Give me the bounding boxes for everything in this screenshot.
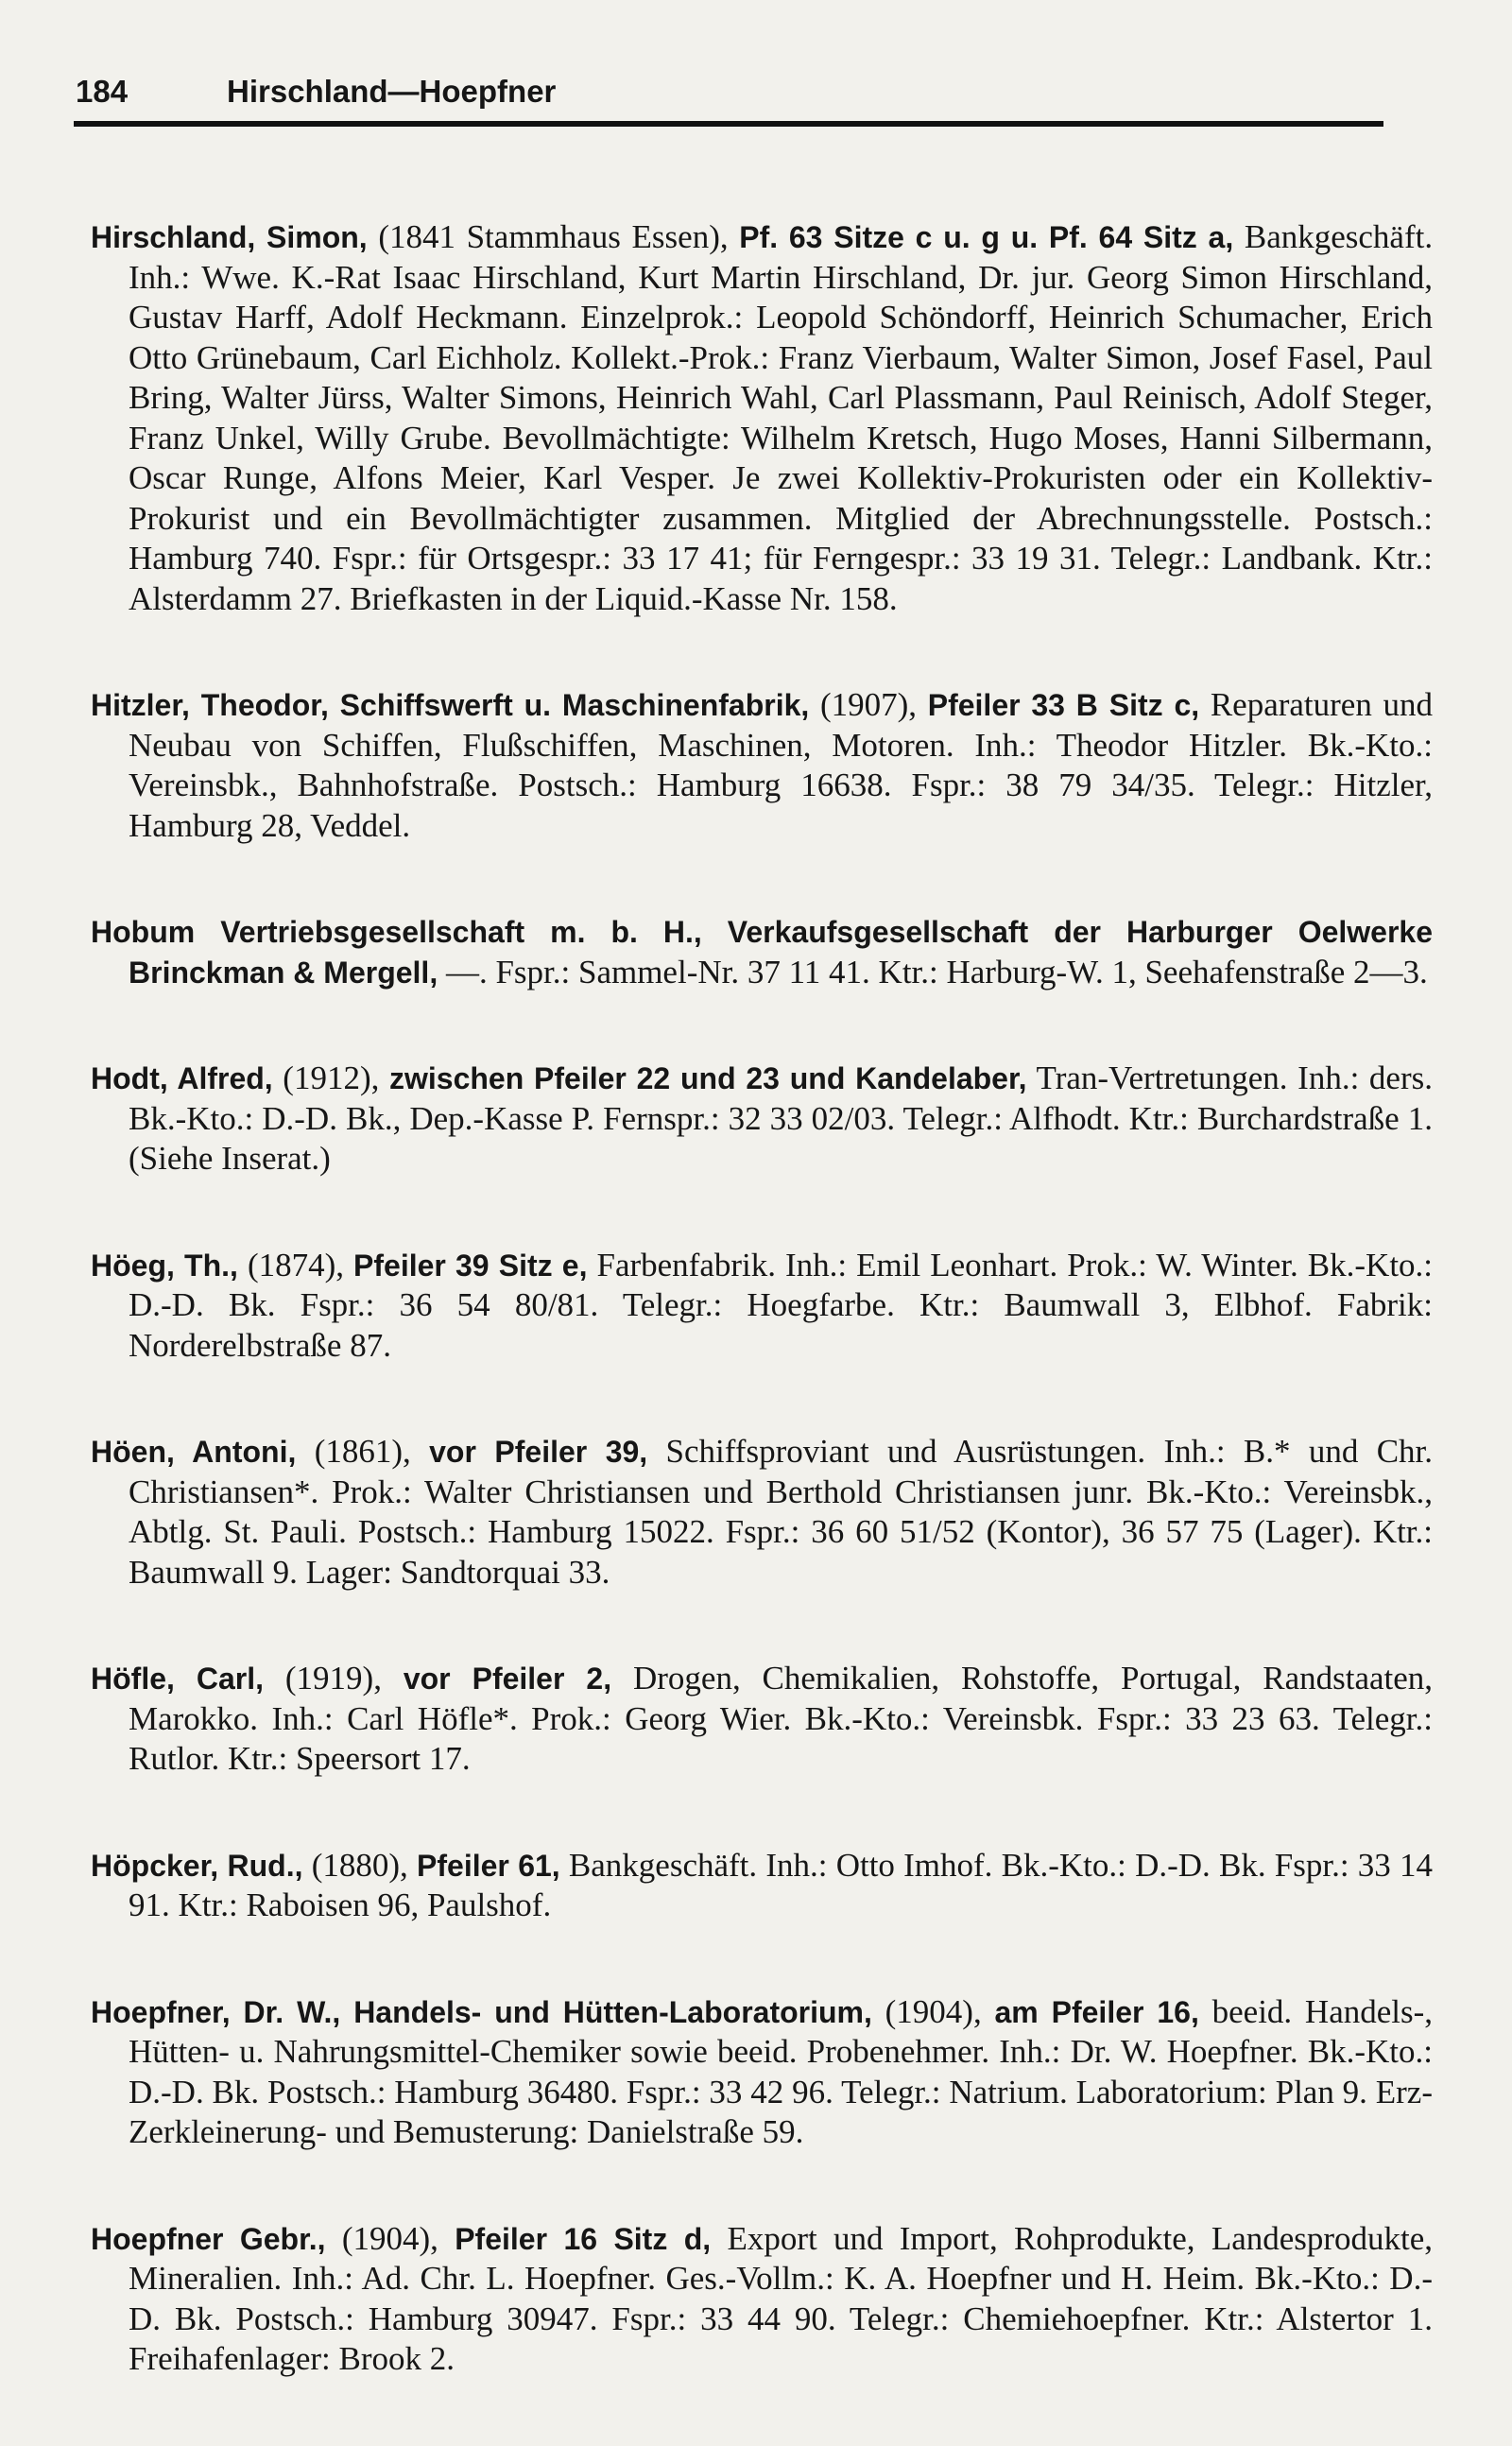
entry-text: Farbenfabrik. Inh.: Emil Leonhart. Prok.: W. Winter. Bk.-Kto.: D.-D. Bk. Fspr.: 36 54 80/81. Telegr.: Hoegfarbe. Ktr.: Baumwall 3, Elbhof. Fabrik: Norderelbstraße 87. (129, 1246, 1434, 1364)
entry-lead: —. (445, 953, 488, 990)
running-title: Hirschland—Hoepfner (227, 74, 557, 109)
entry-name: Höen, Antoni, (91, 1435, 297, 1469)
entry-lead: (1861), (314, 1433, 411, 1470)
entry-location: Pfeiler 16 Sitz d, (455, 2221, 712, 2256)
directory-entry (91, 1659, 1433, 1780)
entry-name: Höpcker, Rud., (91, 1848, 303, 1883)
entry-lead: (1919), (284, 1660, 382, 1697)
entry-text: Reparaturen und Neubau von Schiffen, Flußschiffen, Maschinen, Motoren. Inh.: Theodor Hitzler. Bk.-Kto.: Vereinsbk., Bahnhofstraße. Postsch.: Hamburg 16638. Fspr.: 38 79 34/35. Telegr.: Hitzler, Hamburg 28, Veddel. (129, 686, 1434, 844)
entry-text: Export und Import, Rohprodukte, Landesprodukte, Mineralien. Inh.: Ad. Chr. L. Hoepfner. Ges.-Vollm.: K. A. Hoepfner und H. Heim. Bk.-Kto.: D.-D. Bk. Postsch.: Hamburg 30947. Fspr.: 33 44 90. Telegr.: Chemiehoepfner. Ktr.: Alstertor 1. Freihafenlager: Brook 2. (129, 2219, 1434, 2377)
entry-lead: (1874), (247, 1246, 344, 1283)
page-number: 184 (76, 74, 129, 109)
entry-list (91, 184, 1433, 2446)
entry-lead: (1841 Stammhaus Essen), (378, 218, 729, 255)
directory-entry (91, 1846, 1433, 1926)
entry-text: Drogen, Chemikalien, Rohstoffe, Portugal, Randstaaten, Marokko. Inh.: Carl Höfle*. Prok.: Georg Wier. Bk.-Kto.: Vereinsbk. Fspr.: 33 23 63. Telegr.: Rutlor. Ktr.: Speersort 17. (129, 1660, 1434, 1777)
entry-location: Pf. 63 Sitze c u. g u. Pf. 64 Sitz a, (739, 220, 1234, 254)
entry-lead: (1904), (341, 2219, 438, 2257)
entry-name: Hobum Vertriebsgesellschaft m. b. H., Verkaufsgesellschaft der Harburger Oelwerke Brinckman & Mergell, (91, 915, 1433, 990)
entry-name: Hitzler, Theodor, Schiffswerft u. Maschinenfabrik, (91, 688, 810, 722)
entry-text: Fspr.: Sammel-Nr. 37 11 41. Ktr.: Harburg-W. 1, Seehafenstraße 2—3. (495, 953, 1428, 990)
entry-location: am Pfeiler 16, (994, 1994, 1199, 2029)
entry-location: vor Pfeiler 39, (429, 1435, 648, 1469)
directory-entry (91, 1432, 1433, 1593)
entry-name: Hirschland, Simon, (91, 220, 368, 254)
header-rule (74, 121, 1383, 127)
entry-name: Höfle, Carl, (91, 1662, 265, 1696)
directory-entry (91, 912, 1433, 992)
directory-entry (91, 1059, 1433, 1180)
running-header (76, 74, 1380, 110)
entry-location: Pfeiler 61, (417, 1848, 560, 1883)
entry-text: beeid. Handels-, Hütten- u. Nahrungsmittel-Chemiker sowie beeid. Probenehmer. Inh.: Dr. W. Hoepfner. Bk.-Kto.: D.-D. Bk. Postsch.: Hamburg 36480. Fspr.: 33 42 96. Telegr.: Natrium. Laboratorium: Plan 9. Erz-Zerkleinerung- und Bemusterung: Danielstraße 59. (129, 1992, 1434, 2150)
directory-entry (91, 1246, 1433, 1367)
entry-location: vor Pfeiler 2, (403, 1662, 612, 1696)
entry-lead: (1904), (885, 1992, 982, 2030)
entry-name: Hodt, Alfred, (91, 1061, 273, 1095)
directory-entry (91, 217, 1433, 619)
entry-lead: (1907), (819, 686, 918, 723)
entry-name: Höeg, Th., (91, 1248, 238, 1283)
entry-text: Bankgeschäft. Inh.: Otto Imhof. Bk.-Kto.: D.-D. Bk. Fspr.: 33 14 91. Ktr.: Raboisen 96, Paulshof. (129, 1846, 1434, 1923)
entry-location: Pfeiler 39 Sitz e, (353, 1248, 588, 1283)
directory-entry (91, 2219, 1433, 2380)
entry-name: Hoepfner, Dr. W., Handels- und Hütten-Laboratorium, (91, 1994, 872, 2029)
entry-lead: (1912), (283, 1059, 380, 1096)
entry-text: Bankgeschäft. Inh.: Wwe. K.-Rat Isaac Hirschland, Kurt Martin Hirschland, Dr. jur. Georg Simon Hirschland, Gustav Harff, Adolf Heckmann. Einzelprok.: Leopold Schöndorff, Heinrich Schumacher, Erich Otto Grünebaum, Carl Eichholz. Kollekt.-Prok.: Franz Vierbaum, Walter Simon, Josef Fasel, Paul Bring, Walter Jürss, Walter Simons, Heinrich Wahl, Carl Plassmann, Paul Reinisch, Adolf Steger, Franz Unkel, Willy Grube. Bevollmächtigte: Wilhelm Kretsch, Hugo Moses, Hanni Silbermann, Oscar Runge, Alfons Meier, Karl Vesper. Je zwei Kollektiv-Prokuristen oder ein Kollektiv-Prokurist und ein Bevollmächtigter zusammen. Mitglied der Abrechnungsstelle. Postsch.: Hamburg 740. Fspr.: für Ortsgespr.: 33 17 41; für Ferngespr.: 33 19 31. Telegr.: Landbank. Ktr.: Alsterdamm 27. Briefkasten in der Liquid.-Kasse Nr. 158. (129, 218, 1434, 617)
entry-name: Hoepfner Gebr., (91, 2221, 326, 2256)
directory-entry (91, 1992, 1433, 2153)
entry-lead: (1880), (311, 1846, 408, 1884)
entry-location: zwischen Pfeiler 22 und 23 und Kandelaber, (388, 1061, 1027, 1095)
directory-entry (91, 685, 1433, 846)
entry-location: Pfeiler 33 B Sitz c, (927, 688, 1200, 722)
entry-text: Schiffsproviant und Ausrüstungen. Inh.: B.* und Chr. Christiansen*. Prok.: Walter Christiansen und Berthold Christiansen junr. Bk.-Kto.: Vereinsbk., Abtlg. St. Pauli. Postsch.: Hamburg 15022. Fspr.: 36 60 51/52 (Kontor), 36 57 75 (Lager). Ktr.: Baumwall 9. Lager: Sandtorquai 33. (129, 1433, 1434, 1591)
entry-text: Tran-Vertretungen. Inh.: ders. Bk.-Kto.: D.-D. Bk., Dep.-Kasse P. Fernspr.: 32 33 02/03. Telegr.: Alfhodt. Ktr.: Burchardstraße 1. (Siehe Inserat.) (129, 1059, 1433, 1177)
